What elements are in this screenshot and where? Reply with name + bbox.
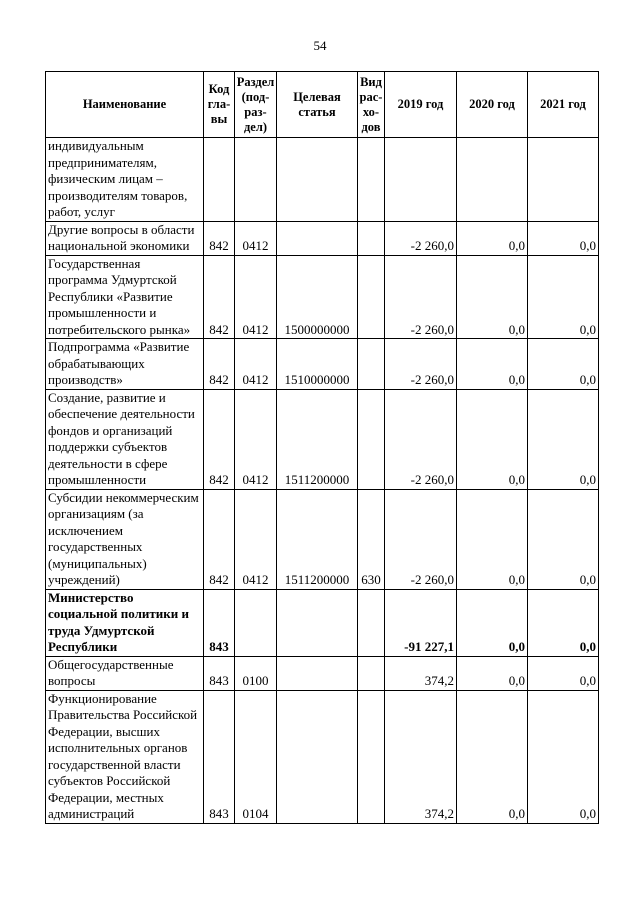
row-target	[277, 138, 358, 222]
row-2020: 0,0	[457, 221, 528, 255]
table-row	[46, 221, 599, 255]
row-section: 0412	[235, 389, 277, 489]
header-2019: 2019 год	[385, 72, 457, 138]
row-2021: 0,0	[528, 389, 599, 489]
row-2019: -2 260,0	[385, 255, 457, 339]
row-name: Субсидии некоммерческим организациям (за исключением государственных (муниципальных) учреждений)	[46, 489, 204, 589]
table-row	[46, 339, 599, 390]
row-code	[204, 138, 235, 222]
row-2021: 0,0	[528, 690, 599, 823]
row-name: индивидуальным предпринимателям, физическим лицам – производителям товаров, работ, услуг	[46, 138, 204, 222]
row-name: Подпрограмма «Развитие обрабатывающих производств»	[46, 339, 204, 390]
row-code: 843	[204, 656, 235, 690]
budget-table	[45, 71, 599, 824]
row-section: 0412	[235, 221, 277, 255]
row-section: 0104	[235, 690, 277, 823]
row-kind	[358, 221, 385, 255]
row-target	[277, 656, 358, 690]
header-code: Код гла-вы	[204, 72, 235, 138]
row-code: 842	[204, 389, 235, 489]
table-row	[46, 690, 599, 823]
row-section: 0412	[235, 339, 277, 390]
row-2021: 0,0	[528, 489, 599, 589]
table-row	[46, 589, 599, 656]
row-2019: 374,2	[385, 690, 457, 823]
row-name: Создание, развитие и обеспечение деятельности фондов и организаций поддержки субъектов деятельности в сфере промышленности	[46, 389, 204, 489]
header-section: Раздел (под-раз-дел)	[235, 72, 277, 138]
row-2019: -91 227,1	[385, 589, 457, 656]
row-2019: -2 260,0	[385, 339, 457, 390]
page-number: 54	[313, 38, 327, 53]
row-2021	[528, 138, 599, 222]
row-2021: 0,0	[528, 339, 599, 390]
row-2020: 0,0	[457, 489, 528, 589]
row-target: 1511200000	[277, 489, 358, 589]
row-kind	[358, 589, 385, 656]
row-kind	[358, 138, 385, 222]
row-code: 843	[204, 589, 235, 656]
row-kind	[358, 255, 385, 339]
header-kind: Вид рас-хо-дов	[358, 72, 385, 138]
row-section: 0100	[235, 656, 277, 690]
row-target	[277, 221, 358, 255]
table-row	[46, 389, 599, 489]
row-name: Государственная программа Удмуртской Республики «Развитие промышленности и потребительского рынка»	[46, 255, 204, 339]
header-2021: 2021 год	[528, 72, 599, 138]
row-target	[277, 589, 358, 656]
row-target	[277, 690, 358, 823]
row-2020: 0,0	[457, 255, 528, 339]
row-2021: 0,0	[528, 656, 599, 690]
row-code: 842	[204, 339, 235, 390]
header-row	[46, 72, 599, 138]
row-kind	[358, 339, 385, 390]
row-code: 842	[204, 489, 235, 589]
row-kind: 630	[358, 489, 385, 589]
row-2019: -2 260,0	[385, 489, 457, 589]
row-2021: 0,0	[528, 255, 599, 339]
row-target: 1500000000	[277, 255, 358, 339]
header-name: Наименование	[46, 72, 204, 138]
row-code: 843	[204, 690, 235, 823]
row-2020	[457, 138, 528, 222]
row-name: Министерство социальной политики и труда Удмуртской Республики	[46, 589, 204, 656]
row-target: 1511200000	[277, 389, 358, 489]
header-2020: 2020 год	[457, 72, 528, 138]
row-code: 842	[204, 255, 235, 339]
row-code: 842	[204, 221, 235, 255]
row-kind	[358, 656, 385, 690]
row-name: Другие вопросы в области национальной экономики	[46, 221, 204, 255]
table-row	[46, 656, 599, 690]
row-2019: 374,2	[385, 656, 457, 690]
row-section	[235, 589, 277, 656]
row-section: 0412	[235, 489, 277, 589]
table-row	[46, 138, 599, 222]
row-name: Функционирование Правительства Российской Федерации, высших исполнительных органов государственной власти субъектов Российской Федерации, местных администраций	[46, 690, 204, 823]
row-2020: 0,0	[457, 589, 528, 656]
row-2020: 0,0	[457, 656, 528, 690]
row-2021: 0,0	[528, 221, 599, 255]
row-kind	[358, 389, 385, 489]
row-name: Общегосударственные вопросы	[46, 656, 204, 690]
row-target: 1510000000	[277, 339, 358, 390]
row-section	[235, 138, 277, 222]
table-row	[46, 255, 599, 339]
header-target: Целевая статья	[277, 72, 358, 138]
row-kind	[358, 690, 385, 823]
row-2021: 0,0	[528, 589, 599, 656]
row-2019: -2 260,0	[385, 389, 457, 489]
row-2020: 0,0	[457, 690, 528, 823]
row-section: 0412	[235, 255, 277, 339]
row-2019	[385, 138, 457, 222]
row-2020: 0,0	[457, 339, 528, 390]
row-2019: -2 260,0	[385, 221, 457, 255]
table-row	[46, 489, 599, 589]
row-2020: 0,0	[457, 389, 528, 489]
